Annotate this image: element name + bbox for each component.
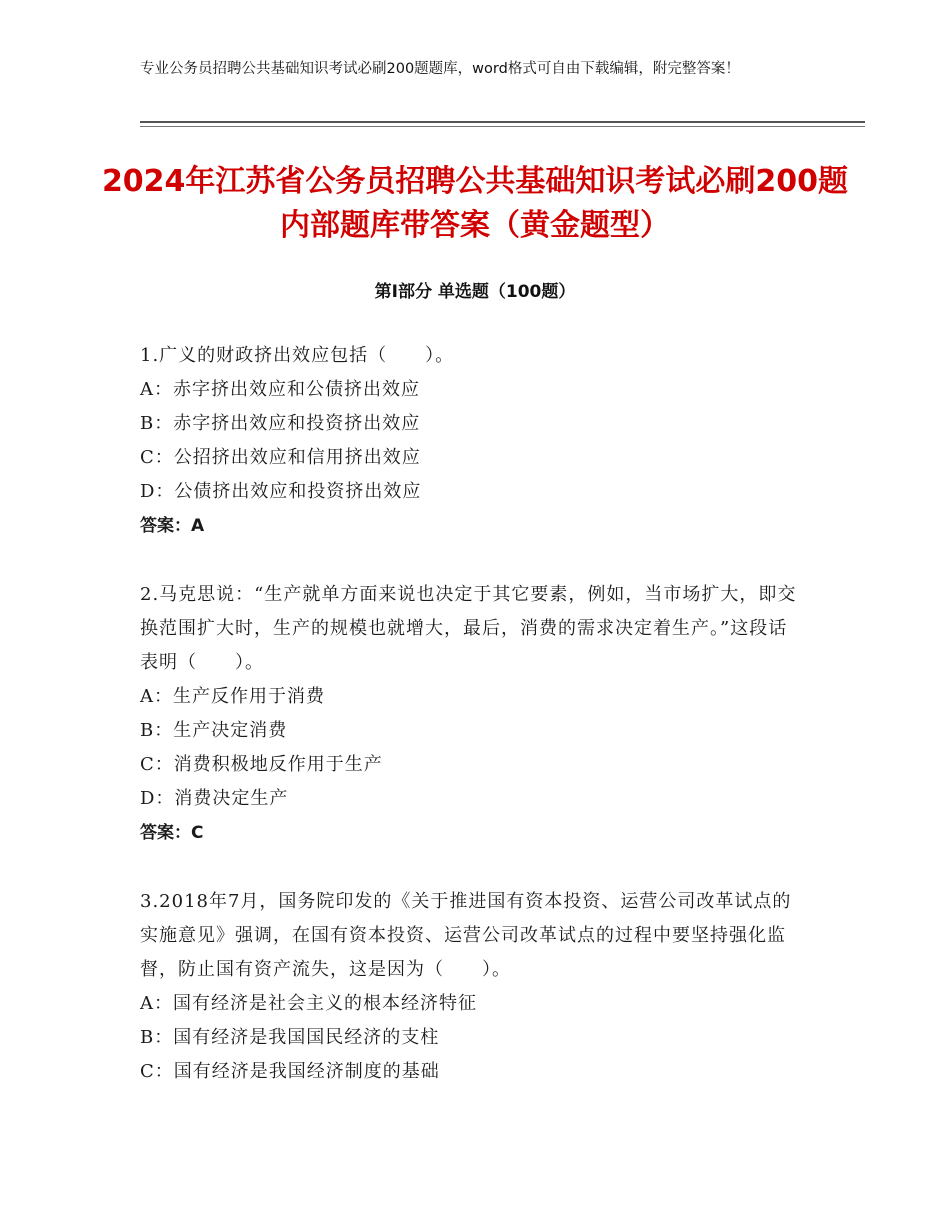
question-stem: 1.广义的财政挤出效应包括（ ）。 — [140, 345, 455, 366]
question-2 — [140, 578, 800, 850]
header-rule-thin — [140, 126, 865, 127]
header-rule-thick — [140, 121, 865, 123]
question-3 — [140, 885, 800, 1089]
option-b: B：赤字挤出效应和投资挤出效应 — [140, 413, 421, 434]
question-stem: 3.2018年7月，国务院印发的《关于推进国有资本投资、运营公司改革试点的实施意见》强调，在国有资本投资、运营公司改革试点的过程中要坚持强化监督，防止国有资产流失，这是因为（ ）。 — [140, 891, 792, 980]
option-c: C：公招挤出效应和信用挤出效应 — [140, 447, 421, 468]
option-a: A：国有经济是社会主义的根本经济特征 — [140, 993, 477, 1014]
answer: 答案：A — [140, 516, 205, 536]
option-b: B：生产决定消费 — [140, 720, 288, 741]
question-stem: 2.马克思说：“生产就单方面来说也决定于其它要素，例如，当市场扩大，即交换范围扩大时，生产的规模也就增大，最后，消费的需求决定着生产。”这段话表明（ ）。 — [140, 584, 797, 673]
option-b: B：国有经济是我国国民经济的支柱 — [140, 1027, 440, 1048]
option-c: C：消费积极地反作用于生产 — [140, 754, 383, 775]
question-1 — [140, 339, 800, 543]
option-c: C：国有经济是我国经济制度的基础 — [140, 1061, 440, 1082]
document-title: 2024年江苏省公务员招聘公共基础知识考试必刷200题内部题库带答案（黄金题型） — [101, 164, 849, 243]
option-a: A：生产反作用于消费 — [140, 686, 325, 707]
option-a: A：赤字挤出效应和公债挤出效应 — [140, 379, 420, 400]
option-d: D：消费决定生产 — [140, 788, 289, 809]
header-note: 专业公务员招聘公共基础知识考试必刷200题题库，word格式可自由下载编辑，附完整答案！ — [140, 61, 740, 77]
section-title: 第Ⅰ部分 单选题（100题） — [374, 282, 576, 302]
answer: 答案：C — [140, 823, 204, 843]
option-d: D：公债挤出效应和投资挤出效应 — [140, 481, 422, 502]
